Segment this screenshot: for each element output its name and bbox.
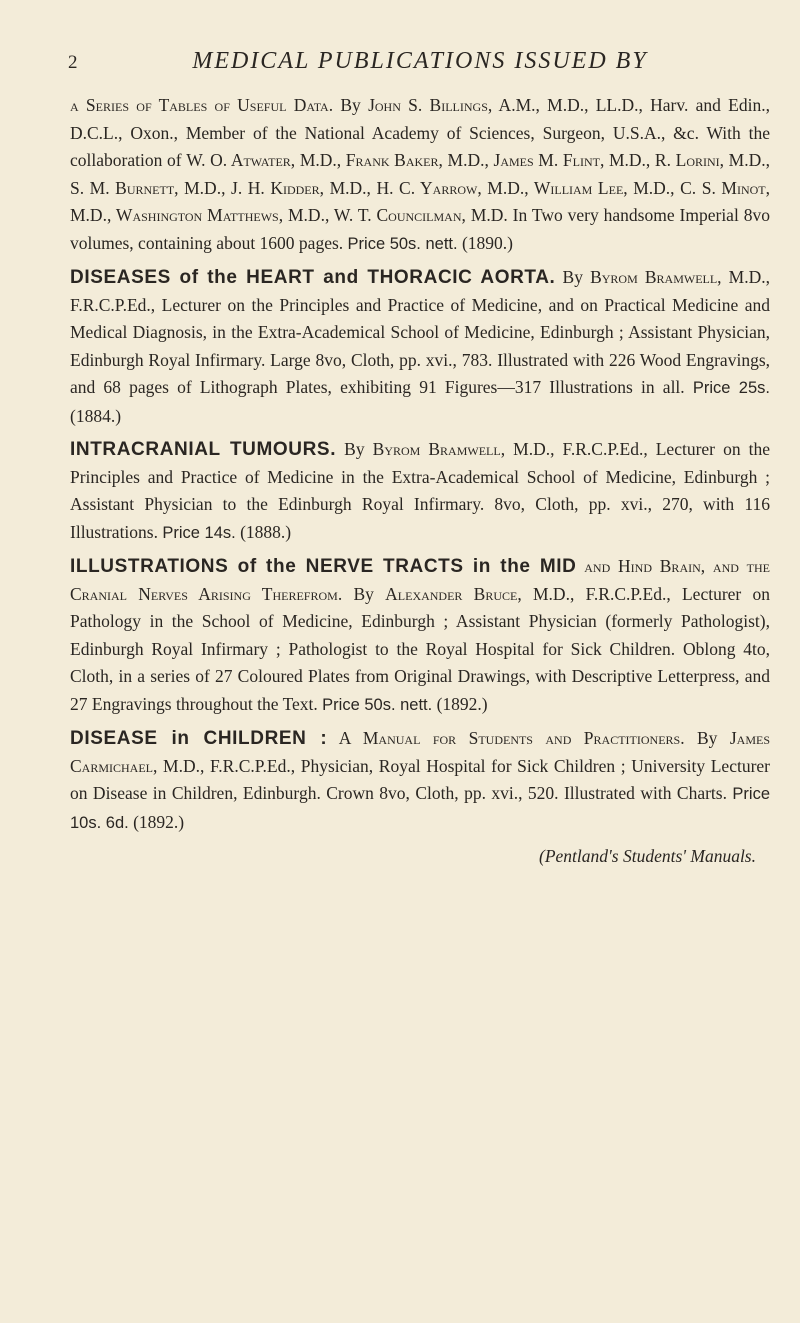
running-head-title: MEDICAL PUBLICATIONS ISSUED BY bbox=[192, 48, 648, 74]
entry-disease-in-children bbox=[70, 725, 770, 837]
page-number: 2 bbox=[68, 52, 78, 73]
entry-text: By bbox=[684, 728, 730, 748]
entry-price: Price 25s. bbox=[692, 379, 770, 397]
entry-date: (1892.) bbox=[128, 811, 185, 832]
entry-intracranial-tumours bbox=[70, 436, 770, 547]
entry-title: INTRACRANIAL TUMOURS. bbox=[70, 439, 337, 460]
entry-lead: a Series of Tables of Useful Data. bbox=[70, 95, 334, 115]
entry-text: By bbox=[342, 583, 386, 604]
entry-title: DISEASE in CHILDREN : bbox=[70, 728, 328, 749]
entry-date: (1890.) bbox=[457, 232, 513, 253]
entry-nerve-tracts bbox=[70, 553, 770, 719]
entry-text: By bbox=[336, 439, 373, 459]
catchword: (Pentland's Students' Manuals. bbox=[539, 846, 756, 866]
entry-date: (1884.) bbox=[70, 405, 122, 426]
entry-date: (1888.) bbox=[235, 521, 292, 542]
entry-date: (1892.) bbox=[432, 693, 488, 714]
entry-title: ILLUSTRATIONS of the NERVE TRACTS in the MID bbox=[70, 556, 577, 577]
entry-text: M.D., F.R.C.P.Ed., Physician, Royal Hospital for Sick Children ; University Lecturer on Disease in Children, Edinburgh. Crown 8vo, Cloth, pp. xvi., 520. Illustrated with Charts. bbox=[70, 755, 770, 803]
entry-author: John S. Billings, bbox=[368, 95, 493, 115]
entry-text: By bbox=[333, 95, 369, 115]
entry-price: Price 50s. nett. bbox=[347, 234, 458, 253]
entry-author: Byrom Bramwell, bbox=[372, 439, 506, 459]
entry-price: Price 50s. nett. bbox=[322, 695, 433, 714]
entry-subtitle: and Hind Brain, and the Cranial Nerves Arising Therefrom. bbox=[70, 556, 771, 604]
running-head bbox=[70, 44, 770, 78]
entry-collaborators: W. O. Atwater, M.D., Frank Baker, M.D., James M. Flint, M.D., R. Lorini, M.D., S. M. Burnett, M.D., J. H. Kidder, M.D., H. C. Yarrow, M.D., William Lee, M.D., C. S. Minot, M.D., Washington Matthews, M.D., W. T. Councilman, bbox=[70, 150, 770, 225]
entry-price: Price 10s. 6d. bbox=[70, 785, 770, 832]
entry-text: M.D., F.R.C.P.Ed., Lecturer on the Principles and Practice of Medicine, and on Practical Medicine and Medical Diagnosis, in the Extra-Academical School of Medicine, Edinburgh ; Assistant Physician, Edinburgh Royal Infirmary. Large 8vo, Cloth, pp. xvi., 783. Illustrated with 226 Wood Engravings, and 68 pages of Lithograph Plates, exhibiting 91 Figures—317 Illustrations in all. bbox=[70, 267, 770, 397]
entry-author: Byrom Bramwell, bbox=[590, 267, 722, 287]
entry-author: James Carmichael, bbox=[70, 728, 770, 776]
entry-author: Alexander Bruce, bbox=[385, 583, 522, 604]
entry-useful-data-tables bbox=[70, 92, 770, 258]
entry-text: A.M., M.D., LL.D., Harv. and Edin., D.C.L., Oxon., Member of the National Academy of Sciences, Surgeon, U.S.A., &c. With the collaboration of bbox=[70, 95, 770, 170]
entry-text: By bbox=[555, 267, 591, 287]
entry-text: M.D., F.R.C.P.Ed., Lecturer on the Principles and Practice of Medicine in the Extra-Academical School of Medicine, Edinburgh ; Assistant Physician to the Edinburgh Royal Infirmary. 8vo, Cloth, pp. xvi., 270, with 116 Illustrations. bbox=[70, 439, 771, 542]
entry-subtitle: A Manual for Students and Practitioners. bbox=[327, 728, 685, 748]
entry-price: Price 14s. bbox=[162, 523, 236, 542]
entry-text: M.D. In Two very handsome Imperial 8vo volumes, containing about 1600 pages. bbox=[70, 205, 770, 253]
entry-title: DISEASES of the HEART and THORACIC AORTA. bbox=[70, 267, 556, 288]
entry-text: M.D., F.R.C.P.Ed., Lecturer on Pathology in the School of Medicine, Edinburgh ; Assistant Physician (formerly Pathologist), Edinburgh Royal Infirmary ; Pathologist to the Royal Hospital for Sick Children. Oblong 4to, Cloth, in a series of 27 Coloured Plates from Original Drawings, with Descriptive Letterpress, and 27 Engravings throughout the Text. bbox=[70, 583, 770, 714]
entry-diseases-of-heart bbox=[70, 264, 770, 430]
